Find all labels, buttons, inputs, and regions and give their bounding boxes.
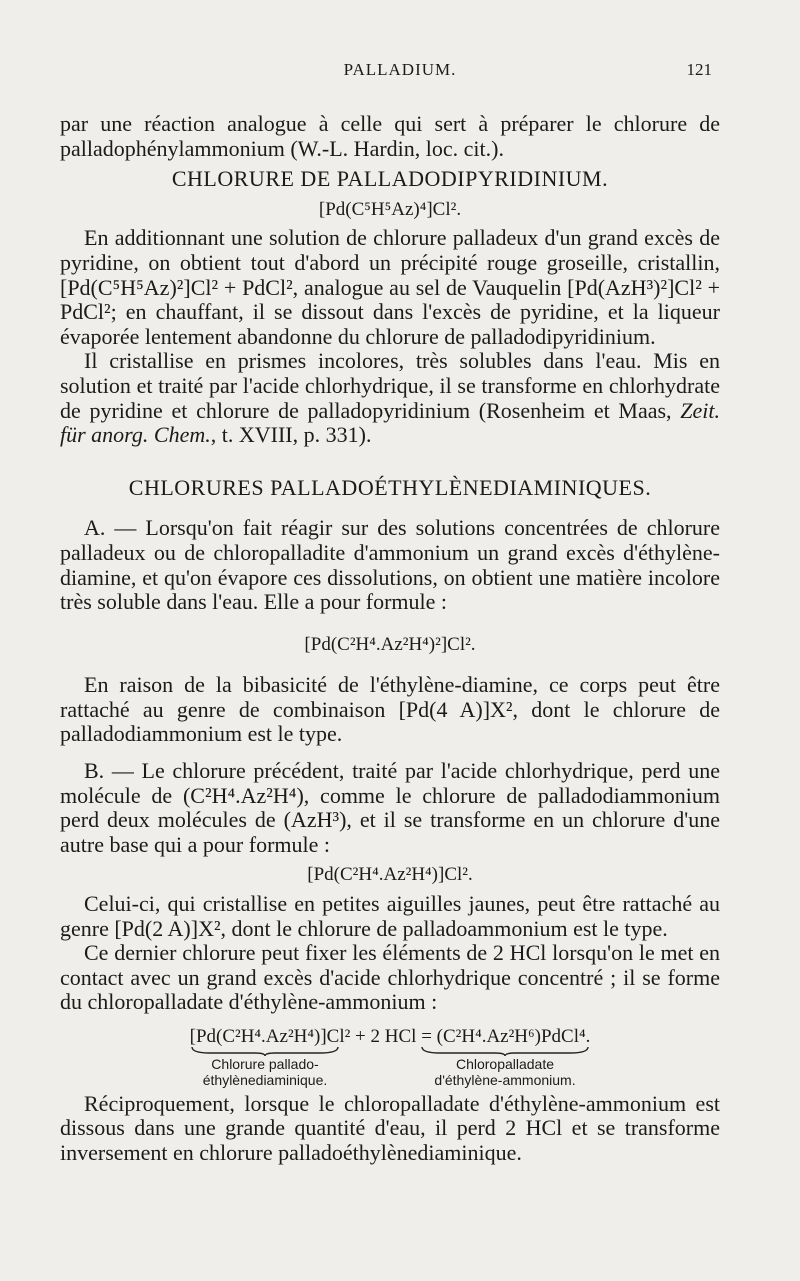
paragraph-preparation: En additionnant une solution de chlorure palladeux d'un grand excès de pyridine, on obtient tout d'abord un précipité rouge groseille, cristallin, [Pd(C⁵H⁵Az)²]Cl² + PdCl², analogue au sel de Vauquelin [Pd(AzH³)²]Cl² + PdCl²; en chauffant, il se dissout dans l'excès de pyridine, et la liqueur évaporée lentement abandonne du chlorure de palladodipyridinium.	[60, 225, 720, 349]
paragraph-hcl: Ce dernier chlorure peut fixer les éléments de 2 HCl lorsqu'on le met en contact avec un grand excès d'acide chlorhydrique concentré ; il se forme du chloropalladate d'éthylène-ammonium :	[60, 940, 720, 1015]
equation-block	[60, 1025, 720, 1088]
brace-right-label-line2: d'éthylène-ammonium.	[434, 1071, 576, 1088]
paragraph-reciprocal: Réciproquement, lorsque le chloropalladate d'éthylène-ammonium est dissous dans une grande quantité d'eau, il perd 2 HCl et se transforme inversement en chlorure palladoéthylènediaminique.	[60, 1090, 720, 1165]
text-run: Il cristallise en prismes incolores, très solubles dans l'eau. Mis en solution et traité par l'acide chlorhydrique, il se transforme en chlorhydrate de pyridine et chlorure de palladopyridinium (Rosenheim et Maas,	[60, 348, 720, 423]
paragraph-bibasicity: En raison de la bibasicité de l'éthylène-diamine, ce corps peut être rattaché au genre de combinaison [Pd(4 A)]X², dont le chlorure de palladodiammonium est le type.	[60, 672, 720, 747]
brace-right-label-line1: Chloropalladate	[455, 1055, 555, 1072]
underbrace-left-icon	[190, 1046, 340, 1056]
brace-left	[190, 1046, 340, 1088]
paragraph-continuation: par une réaction analogue à celle qui sert à préparer le chlorure de palladophénylammonium (W.-L. Hardin, loc. cit.).	[60, 111, 720, 161]
running-head	[0, 60, 800, 88]
underbrace-right-icon	[420, 1046, 590, 1056]
paragraph-needles: Celui-ci, qui cristallise en petites aiguilles jaunes, peut être rattaché au genre [Pd(2 A)]X², dont le chlorure de palladoammonium est le type.	[60, 891, 720, 941]
formula-dipyridinium: [Pd(C⁵H⁵Az)⁴]Cl².	[318, 198, 462, 220]
formula-a: [Pd(C²H⁴.Az²H⁴)²]Cl².	[304, 633, 476, 655]
brace-right	[420, 1046, 590, 1088]
brace-left-label-line2: éthylènediaminique.	[202, 1071, 328, 1088]
equation-braces	[60, 1046, 720, 1088]
body-text	[60, 112, 720, 1165]
paragraph-b: B. — Le chlorure précédent, traité par l'acide chlorhydrique, perd une molécule de (C²H⁴.Az²H⁴), comme le chlorure de palladodiammonium perd deux molécules de (AzH³), et il se transforme en un chlorure d'une autre base qui a pour formule :	[60, 758, 720, 857]
journal-reference: Zeit. für anorg. Chem.	[60, 397, 720, 448]
reaction-equation: [Pd(C²H⁴.Az²H⁴)]Cl² + 2 HCl = (C²H⁴.Az²H⁶)PdCl⁴.	[189, 1026, 591, 1047]
paragraph-a: A. — Lorsqu'on fait réagir sur des solutions concentrées de chlorure palladeux ou de chloropalladite d'ammonium un grand excès d'éthylène-diamine, et qu'on évapore ces dissolutions, on obtient une matière incolore très soluble dans l'eau. Elle a pour formule :	[60, 515, 720, 615]
section-heading-ethylenediamine: CHLORURES PALLADOÉTHYLÈNEDIAMINIQUES.	[128, 474, 652, 500]
brace-left-label-line1: Chlorure pallado-	[211, 1055, 319, 1072]
formula-b: [Pd(C²H⁴.Az²H⁴)]Cl².	[307, 864, 473, 886]
section-heading-dipyridinium: CHLORURE DE PALLADODIPYRIDINIUM.	[171, 166, 609, 192]
running-head-title: PALLADIUM.	[343, 60, 457, 79]
page-number: 121	[686, 60, 712, 79]
text-run: , t. XVIII, p. 331).	[210, 422, 372, 448]
paragraph-crystallisation	[60, 349, 720, 447]
